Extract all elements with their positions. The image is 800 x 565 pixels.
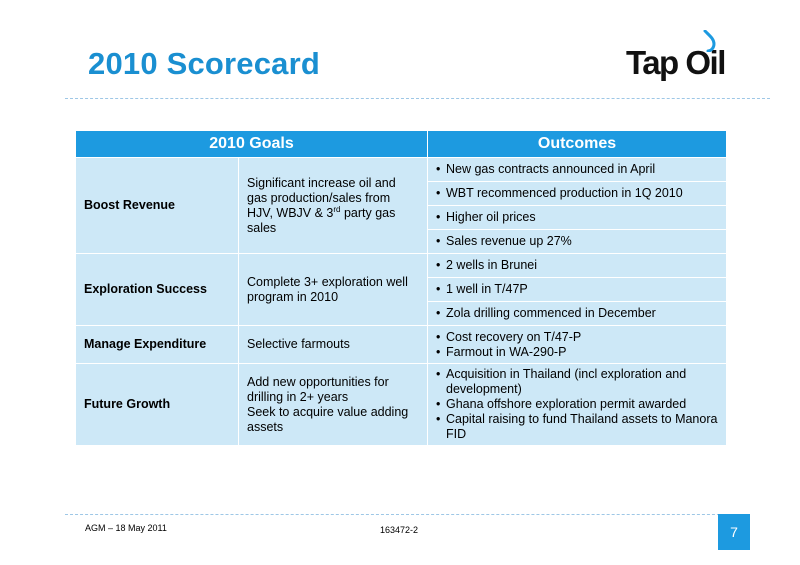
goal-description: Significant increase oil and gas production/sales from HJV, WBJV & 3rd party gas sales <box>239 158 428 254</box>
title-divider <box>65 98 770 99</box>
outcome-item: • Acquisition in Thailand (incl exploration and development) • Ghana offshore exploration permit awarded • Capital raising to fund Thailand assets to Manora FID <box>428 364 727 446</box>
outcome-item: • 1 well in T/47P <box>428 278 727 302</box>
table-header-row <box>76 131 727 158</box>
tap-oil-logo <box>626 30 736 85</box>
header-goals: 2010 Goals <box>76 131 428 158</box>
page-number: 7 <box>718 514 750 550</box>
outcome-item: • Cost recovery on T/47-P • Farmout in WA-290-P <box>428 326 727 364</box>
goal-future-growth: Future Growth <box>76 364 239 446</box>
outcome-item: • New gas contracts announced in April <box>428 158 727 182</box>
table-row <box>76 364 727 446</box>
header-outcomes: Outcomes <box>428 131 727 158</box>
table-row <box>76 158 727 182</box>
goal-description: Selective farmouts <box>239 326 428 364</box>
goal-exploration-success: Exploration Success <box>76 254 239 326</box>
outcome-item: • Sales revenue up 27% <box>428 230 727 254</box>
scorecard-table <box>75 130 727 446</box>
table-row <box>76 326 727 364</box>
drop-icon <box>702 30 716 52</box>
outcome-item: • Zola drilling commenced in December <box>428 302 727 326</box>
outcome-item: • Higher oil prices <box>428 206 727 230</box>
goal-description: Complete 3+ exploration well program in 2010 <box>239 254 428 326</box>
table-row <box>76 254 727 278</box>
footer-document-id: 163472-2 <box>380 525 419 535</box>
goal-boost-revenue: Boost Revenue <box>76 158 239 254</box>
goal-description: Add new opportunities for drilling in 2+ years Seek to acquire value adding assets <box>239 364 428 446</box>
page-title: 2010 Scorecard <box>88 46 321 81</box>
outcome-item: • WBT recommenced production in 1Q 2010 <box>428 182 727 206</box>
goal-manage-expenditure: Manage Expenditure <box>76 326 239 364</box>
footer-divider <box>65 514 730 515</box>
logo-text: Tap Oil <box>626 44 725 81</box>
outcome-item: • 2 wells in Brunei <box>428 254 727 278</box>
footer-meeting-date: AGM – 18 May 2011 <box>85 523 167 533</box>
